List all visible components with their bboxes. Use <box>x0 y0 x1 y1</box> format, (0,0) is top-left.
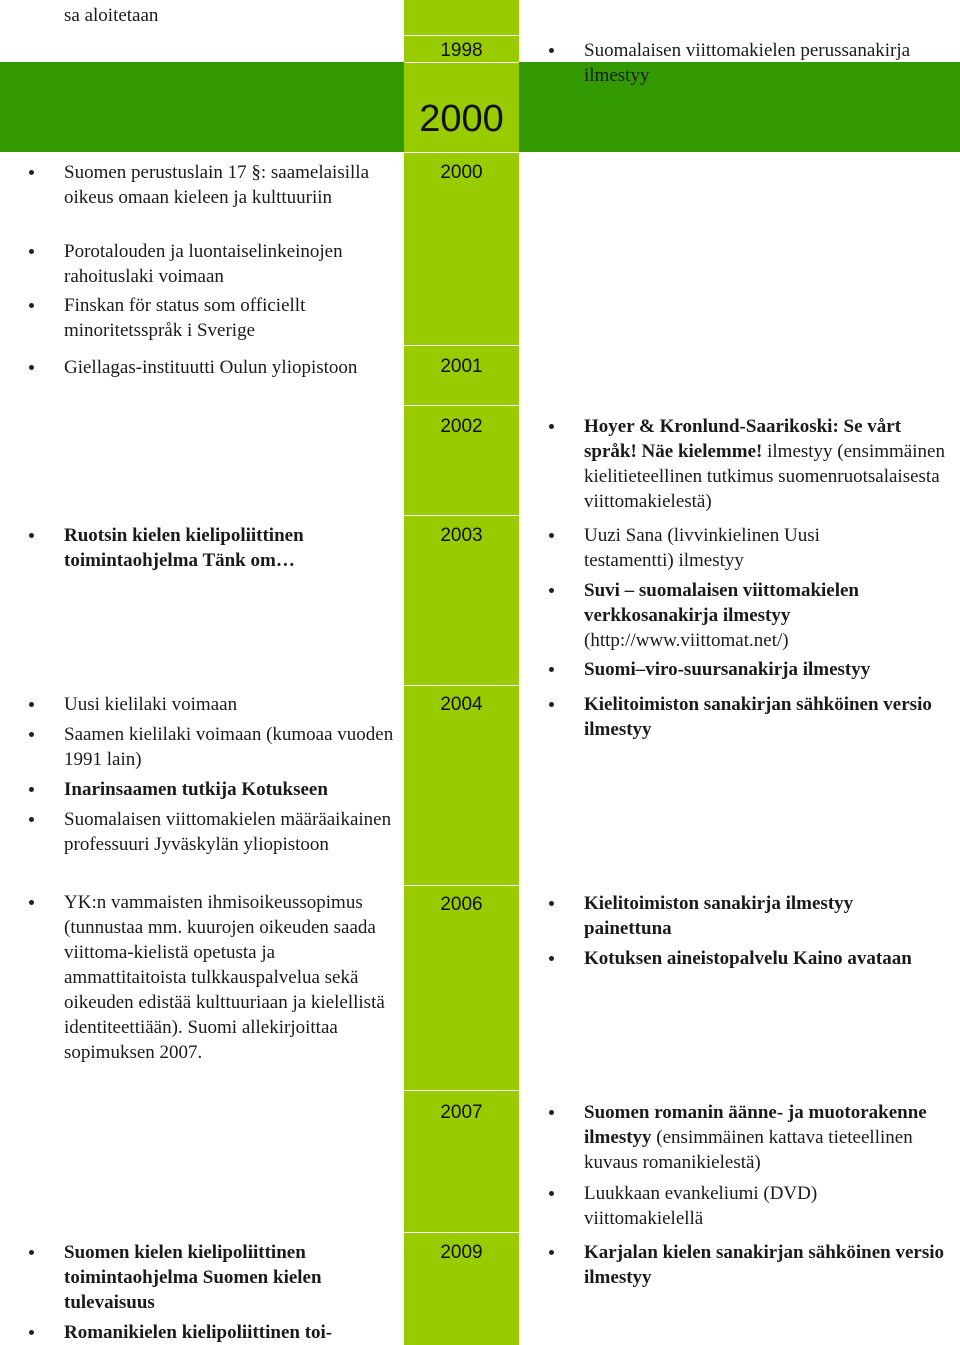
bullet-icon <box>29 365 34 370</box>
bullet-icon <box>29 900 34 905</box>
bullet-icon <box>549 533 554 538</box>
right-item: Karjalan kielen sanakirjan sähköinen versio ilmestyy <box>584 1240 944 1290</box>
bullet-icon <box>29 1250 34 1255</box>
year-2002: 2002 <box>440 416 483 437</box>
right-item: Suvi – suomalaisen viittomakielen verkkosanakirja ilmestyy (http://www.viittomat.net/) <box>584 578 914 653</box>
year-1998: 1998 <box>440 40 483 61</box>
year-2003: 2003 <box>440 525 483 546</box>
left-item: Ruotsin kielen kielipoliittinen toimintaohjelma Tänk om… <box>64 523 394 573</box>
left-item: Giellagas-instituutti Oulun yliopistoon <box>64 355 394 380</box>
bullet-icon <box>549 901 554 906</box>
right-item: Suomi–viro-suursanakirja ilmestyy <box>584 657 956 682</box>
left-item: Suomalaisen viittomakielen määräaikainen professuuri Jyväskylän yliopistoon <box>64 807 394 857</box>
bullet-icon <box>29 702 34 707</box>
year-column <box>404 0 519 1345</box>
year-2007: 2007 <box>440 1102 483 1123</box>
decade-heading: 2000 <box>419 98 504 140</box>
year-2000: 2000 <box>440 162 483 183</box>
bullet-icon <box>29 249 34 254</box>
left-item: Suomen kielen kielipoliittinen toimintaohjelma Suomen kielen tulevaisuus <box>64 1240 394 1315</box>
right-item: Luukkaan evankeliumi (DVD) viittomakielellä <box>584 1181 914 1231</box>
right-item: Suomen romanin äänne- ja muotorakenne ilmestyy (ensimmäinen kattava tieteellinen kuvaus romanikielestä) <box>584 1100 934 1175</box>
bullet-icon <box>549 1110 554 1115</box>
bullet-icon <box>29 732 34 737</box>
bullet-icon <box>549 588 554 593</box>
bullet-icon <box>29 817 34 822</box>
left-item: Suomen perustuslain 17 §: saamelaisilla oikeus omaan kieleen ja kulttuuriin <box>64 160 394 210</box>
bullet-icon <box>549 667 554 672</box>
year-2001: 2001 <box>440 356 483 377</box>
left-item: Finskan för status som officiellt minoritetsspråk i Sverige <box>64 293 394 343</box>
bullet-icon <box>29 533 34 538</box>
left-item: Porotalouden ja luontaiselinkeinojen rahoituslaki voimaan <box>64 239 394 289</box>
left-item: YK:n vammaisten ihmisoikeussopimus (tunnustaa mm. kuurojen oikeuden saada viittoma-kielistä opetusta ja ammattitaitoista tulkkauspalvelua sekä oikeuden edistää kulttuuriaan ja kielellistä identiteettiään). Suomi allekirjoittaa sopimuksen 2007. <box>64 890 394 1065</box>
right-item: Kielitoimiston sanakirjan sähköinen versio ilmestyy <box>584 692 934 742</box>
bullet-icon <box>29 170 34 175</box>
year-2009: 2009 <box>440 1242 483 1263</box>
bullet-icon <box>549 48 554 53</box>
right-item: Kielitoimiston sanakirja ilmestyy painettuna <box>584 891 914 941</box>
left-item: Romanikielen kielipoliittinen toi- <box>64 1320 409 1345</box>
bullet-icon <box>549 956 554 961</box>
right-item: Suomalaisen viittomakielen perussanakirja ilmestyy <box>584 38 914 88</box>
continued-text: sa aloitetaan <box>64 5 159 26</box>
bullet-icon <box>549 1191 554 1196</box>
left-item: Inarinsaamen tutkija Kotukseen <box>64 777 394 802</box>
left-item: Saamen kielilaki voimaan (kumoaa vuoden 1991 lain) <box>64 722 394 772</box>
year-2004: 2004 <box>440 694 483 715</box>
bullet-icon <box>29 787 34 792</box>
right-item: Uuzi Sana (livvinkielinen Uusi testamentti) ilmestyy <box>584 523 914 573</box>
bullet-icon <box>549 702 554 707</box>
left-item: Uusi kielilaki voimaan <box>64 692 394 717</box>
bullet-icon <box>549 1250 554 1255</box>
bullet-icon <box>29 303 34 308</box>
year-2006: 2006 <box>440 894 483 915</box>
bullet-icon <box>549 424 554 429</box>
right-item: Kotuksen aineistopalvelu Kaino avataan <box>584 946 934 971</box>
bullet-icon <box>29 1330 34 1335</box>
right-item: Hoyer & Kronlund-Saarikoski: Se vårt språk! Näe kielemme! ilmestyy (ensimmäinen kielitieteellinen tutkimus suomenruotsalaisesta viittomakielestä) <box>584 414 956 514</box>
